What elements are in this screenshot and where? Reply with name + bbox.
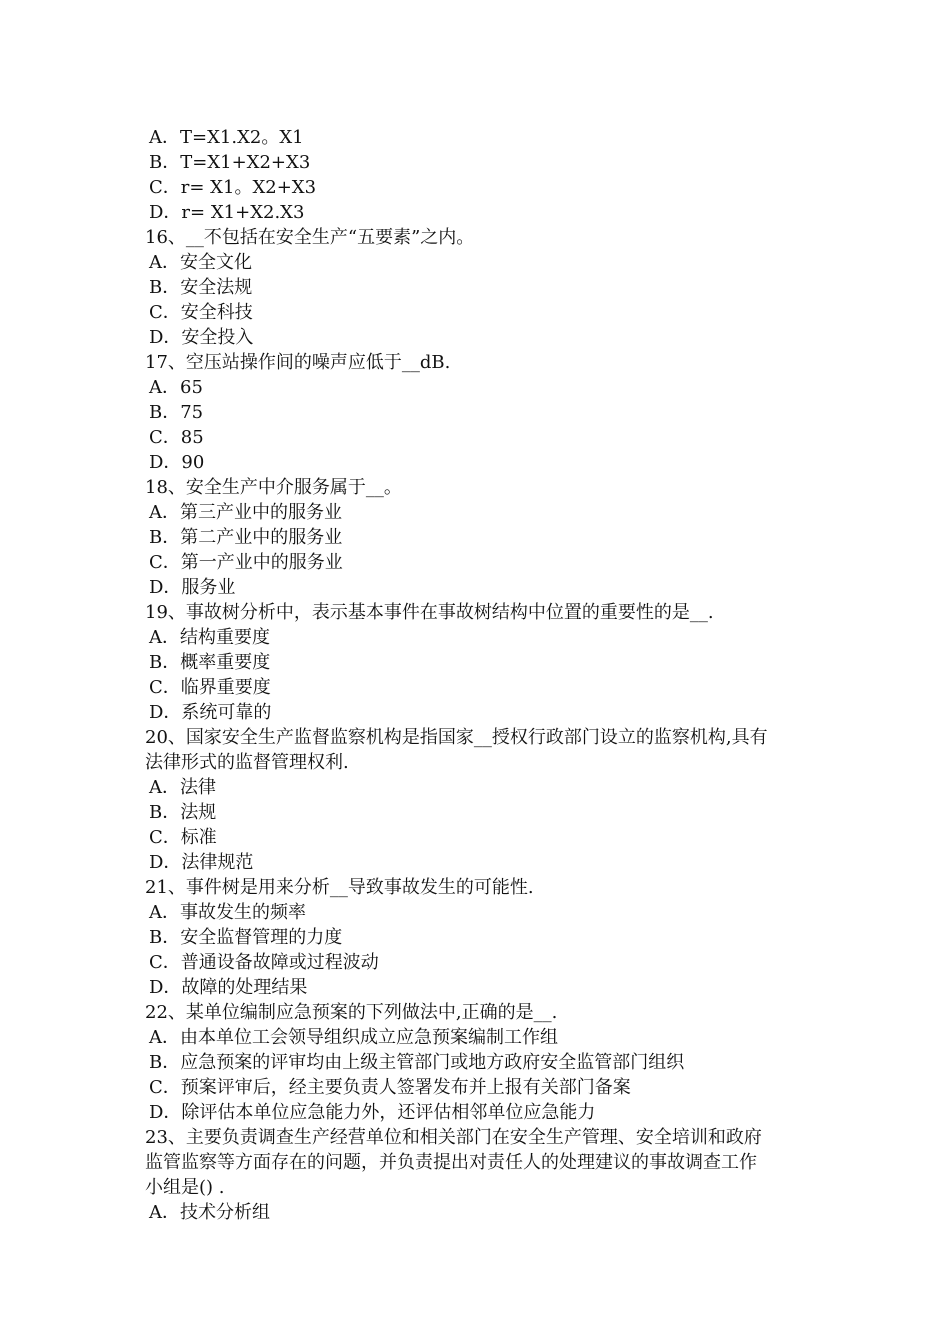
question-text: 23、主要负责调查生产经营单位和相关部门在安全生产管理、安全培训和政府 bbox=[145, 1127, 762, 1148]
answer-option: A．事故发生的频率 bbox=[149, 902, 306, 923]
question-text: 17、空压站操作间的噪声应低于__dB. bbox=[145, 352, 451, 373]
answer-option: C．85 bbox=[149, 427, 204, 448]
answer-option: D．法律规范 bbox=[149, 852, 254, 873]
question-text: 20、国家安全生产监督监察机构是指国家__授权行政部门设立的监察机构,具有 bbox=[145, 727, 768, 748]
answer-option: B．75 bbox=[149, 402, 204, 423]
answer-option: B．第二产业中的服务业 bbox=[149, 527, 343, 548]
question-text: 小组是() . bbox=[145, 1177, 225, 1198]
answer-option: C．第一产业中的服务业 bbox=[149, 552, 343, 573]
answer-option: D．安全投入 bbox=[149, 327, 254, 348]
answer-option: D．故障的处理结果 bbox=[149, 977, 308, 998]
answer-option: A．结构重要度 bbox=[149, 627, 270, 648]
question-text: 18、安全生产中介服务属于__。 bbox=[145, 477, 402, 498]
question-text: 21、事件树是用来分析__导致事故发生的可能性. bbox=[145, 877, 534, 898]
question-text: 19、事故树分析中，表示基本事件在事故树结构中位置的重要性的是__. bbox=[145, 602, 714, 623]
answer-option: C．r= X1。X2+X3 bbox=[149, 177, 317, 198]
answer-option: C．预案评审后，经主要负责人签署发布并上报有关部门备案 bbox=[149, 1077, 631, 1098]
answer-option: A．法律 bbox=[149, 777, 216, 798]
answer-option: C．临界重要度 bbox=[149, 677, 271, 698]
answer-option: D．系统可靠的 bbox=[149, 702, 272, 723]
answer-option: C．标准 bbox=[149, 827, 217, 848]
answer-option: D．r= X1+X2.X3 bbox=[149, 202, 305, 223]
exam-question-list bbox=[145, 125, 815, 1225]
answer-option: A．技术分析组 bbox=[149, 1202, 270, 1223]
answer-option: D．除评估本单位应急能力外，还评估相邻单位应急能力 bbox=[149, 1102, 596, 1123]
answer-option: B．应急预案的评审均由上级主管部门或地方政府安全监管部门组织 bbox=[149, 1052, 685, 1073]
answer-option: B．概率重要度 bbox=[149, 652, 271, 673]
answer-option: A．T=X1.X2。X1 bbox=[149, 127, 304, 148]
answer-option: C．安全科技 bbox=[149, 302, 253, 323]
question-text: 16、__不包括在安全生产“五要素”之内。 bbox=[145, 227, 475, 248]
answer-option: B．安全法规 bbox=[149, 277, 253, 298]
question-text: 监管监察等方面存在的问题，并负责提出对责任人的处理建议的事故调查工作 bbox=[145, 1152, 757, 1173]
answer-option: D．服务业 bbox=[149, 577, 236, 598]
answer-option: B．T=X1+X2+X3 bbox=[149, 152, 311, 173]
question-text: 法律形式的监督管理权利. bbox=[145, 752, 349, 773]
question-text: 22、某单位编制应急预案的下列做法中,正确的是__. bbox=[145, 1002, 558, 1023]
answer-option: C．普通设备故障或过程波动 bbox=[149, 952, 379, 973]
answer-option: A．由本单位工会领导组织成立应急预案编制工作组 bbox=[149, 1027, 558, 1048]
answer-option: A．安全文化 bbox=[149, 252, 252, 273]
answer-option: B．法规 bbox=[149, 802, 217, 823]
answer-option: A．65 bbox=[149, 377, 203, 398]
answer-option: D．90 bbox=[149, 452, 205, 473]
answer-option: B．安全监督管理的力度 bbox=[149, 927, 343, 948]
answer-option: A．第三产业中的服务业 bbox=[149, 502, 342, 523]
